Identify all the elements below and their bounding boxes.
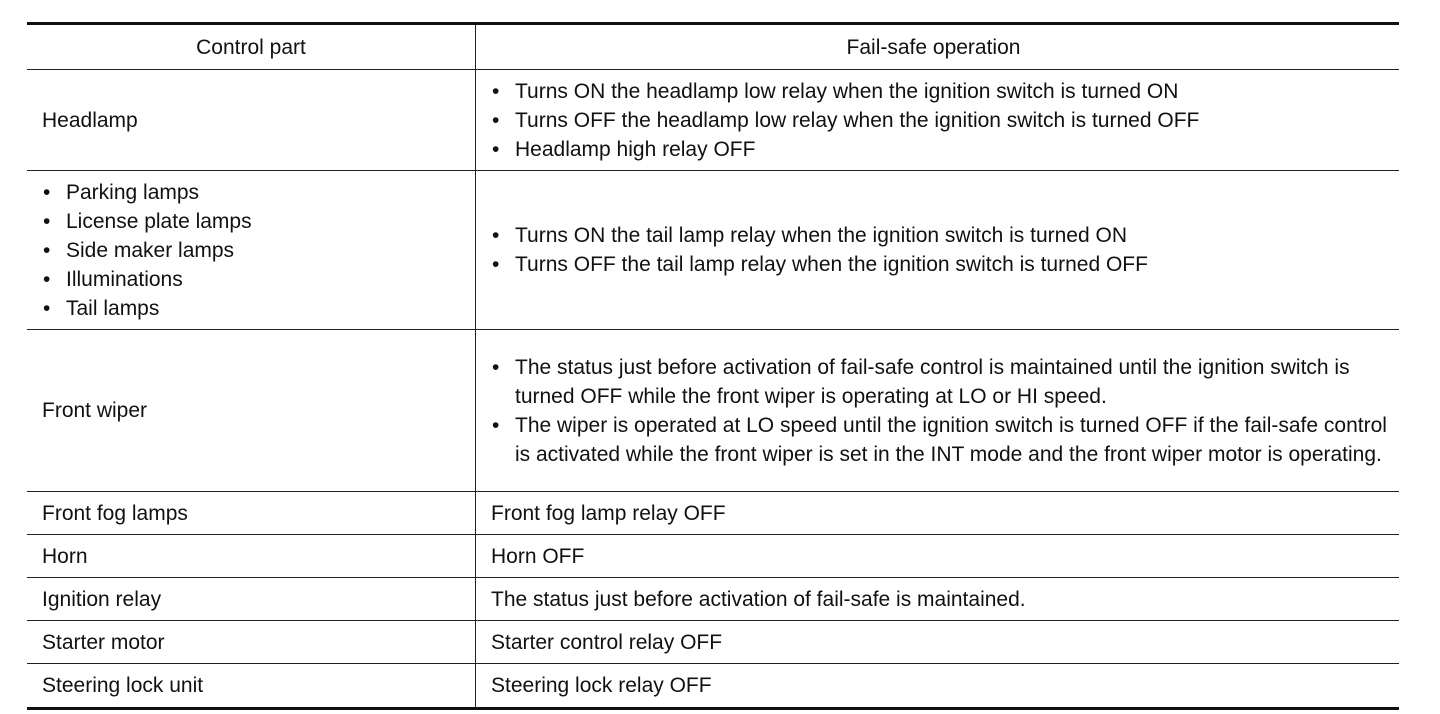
operation-list: [491, 353, 1391, 469]
table-row: [27, 330, 1399, 492]
fail-safe-operation-cell: Starter control relay OFF: [491, 630, 723, 654]
list-item: • Parking lamps: [42, 178, 475, 207]
fail-safe-operation-cell: [476, 171, 1399, 329]
table-row: [27, 535, 1399, 578]
list-item: • Headlamp high relay OFF: [491, 135, 1391, 164]
list-item: • Side maker lamps: [42, 236, 475, 265]
control-part-cell: Ignition relay: [27, 578, 476, 620]
table-row: [27, 664, 1399, 707]
list-item: • The status just before activation of fail-safe control is maintained until the ignition switch is turned OFF while the front wiper is operating at LO or HI speed.: [491, 353, 1391, 411]
control-part-cell: [27, 171, 476, 329]
list-item: • Turns ON the headlamp low relay when the ignition switch is turned ON: [491, 77, 1391, 106]
table-row: [27, 621, 1399, 664]
fail-safe-operation-cell: Front fog lamp relay OFF: [491, 501, 726, 525]
control-part-cell: Headlamp: [27, 70, 476, 170]
fail-safe-operation-cell: [476, 70, 1399, 170]
control-part-cell: Front wiper: [27, 330, 476, 491]
table-row: [27, 578, 1399, 621]
fail-safe-operation-cell: Horn OFF: [491, 544, 585, 568]
header-fail-safe-operation: Fail-safe operation: [846, 35, 1021, 59]
control-part-cell: Horn: [27, 535, 476, 577]
header-control-part: Control part: [27, 25, 476, 69]
operation-list: [491, 77, 1391, 164]
list-item: • The wiper is operated at LO speed until the ignition switch is turned OFF if the fail-safe control is activated while the front wiper is set in the INT mode and the front wiper motor is operating.: [491, 411, 1391, 469]
fail-safe-operation-cell: The status just before activation of fail-safe is maintained.: [491, 587, 1026, 611]
control-part-cell: Steering lock unit: [27, 664, 476, 707]
control-part-cell: Front fog lamps: [27, 492, 476, 534]
list-item: • Tail lamps: [42, 294, 475, 323]
list-item: • License plate lamps: [42, 207, 475, 236]
table-row: [27, 70, 1399, 171]
list-item: • Turns OFF the headlamp low relay when the ignition switch is turned OFF: [491, 106, 1391, 135]
list-item: • Turns ON the tail lamp relay when the ignition switch is turned ON: [491, 221, 1391, 250]
table-header-row: [27, 25, 1399, 70]
table-row: [27, 171, 1399, 330]
fail-safe-table: [27, 22, 1399, 710]
fail-safe-operation-cell: Steering lock relay OFF: [491, 674, 712, 697]
operation-list: [491, 221, 1391, 279]
table-row: [27, 492, 1399, 535]
fail-safe-operation-cell: [476, 330, 1399, 491]
list-item: • Illuminations: [42, 265, 475, 294]
control-part-list: [42, 178, 475, 323]
control-part-cell: Starter motor: [27, 621, 476, 663]
list-item: • Turns OFF the tail lamp relay when the ignition switch is turned OFF: [491, 250, 1391, 279]
